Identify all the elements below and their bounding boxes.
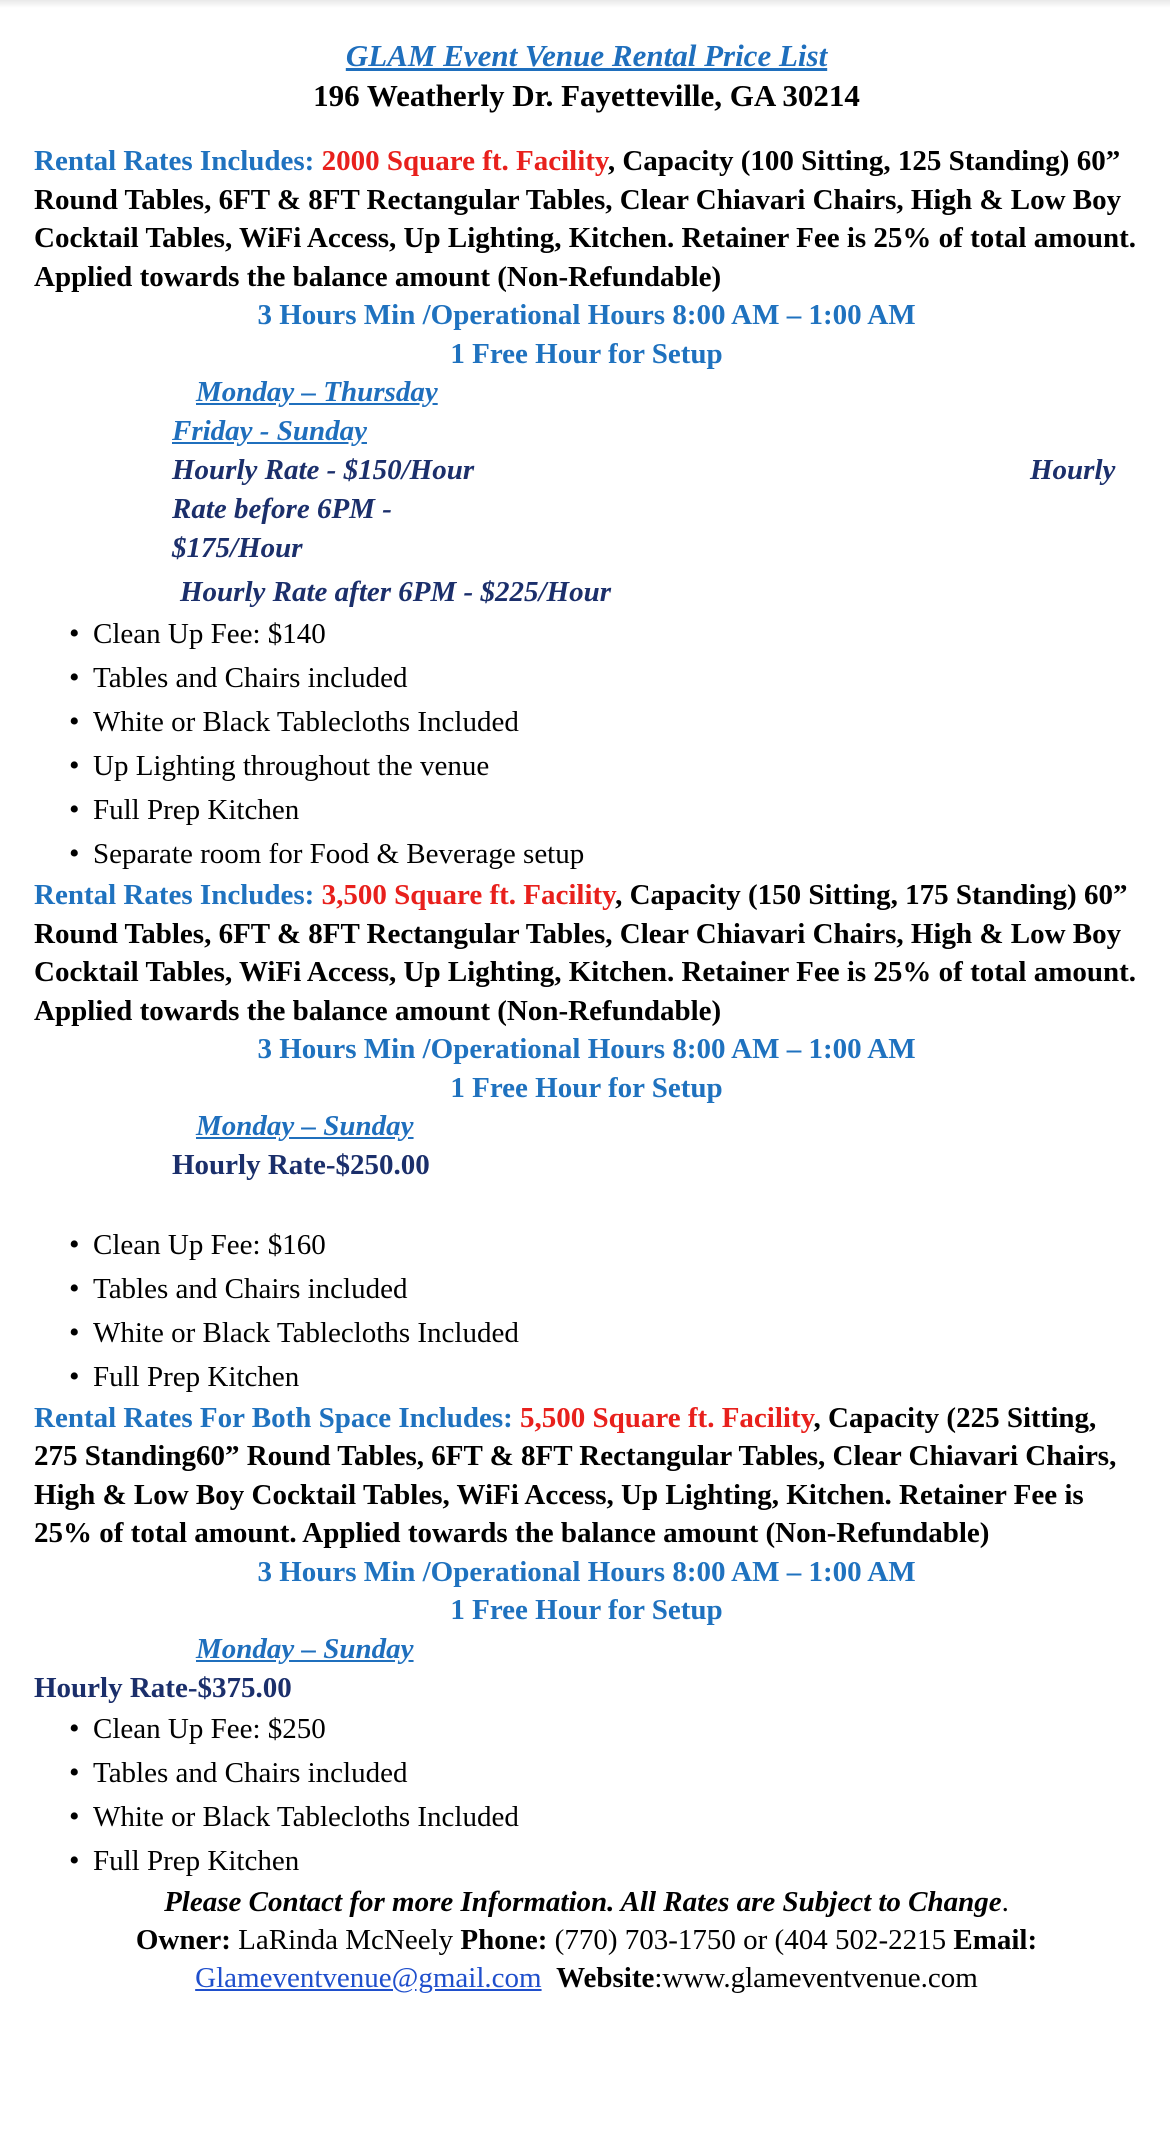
section1-lead: Rental Rates Includes: [34,145,322,177]
list-item: • Full Prep Kitchen [34,788,1139,832]
section2-days: Monday – Sunday [196,1110,414,1142]
section3-lead: Rental Rates For Both Space Includes: [34,1401,521,1434]
section2-facility-size: 3,500 Square ft. Facility [321,879,616,911]
section1-days-weekend: Friday - Sunday [172,415,367,447]
section1-description [34,142,1139,296]
phone-label: Phone: [460,1924,548,1956]
contact-details [34,1921,1139,1959]
list-item: • Full Prep Kitchen [34,1355,1139,1399]
section1-rate-after-6pm: Hourly Rate after 6PM - $225/Hour [180,576,611,608]
top-shadow [0,0,1170,8]
section3-days: Monday – Sunday [196,1632,414,1665]
section1-rate-before-6pm: Rate before 6PM - [172,493,392,525]
section2-rate: Hourly Rate-$250.00 [172,1149,430,1181]
section1-rate-weekday: Hourly Rate - $150/Hour [172,454,475,486]
section2-details: , Capacity (150 Sitting, 175 Standing) 60” Round Tables, 6FT & 8FT Rectangular Tables, Clear Chiavari Chairs, High & Low Boy Cocktail Tables, WiFi Access, Up Lighting, Kitchen. Retainer Fee is 25% of total amount. Applied towards the balance amount (Non-Refundable) [34,879,1137,1027]
contact-links [34,1959,1139,1997]
section1-rates-block [34,373,1139,573]
contact-note [34,1883,1139,1921]
phone-numbers[interactable]: (770) 703-1750 or (404 502-2215 [547,1924,954,1956]
website-link[interactable]: :www.glameventvenue.com [654,1962,978,1994]
list-item: • Full Prep Kitchen [34,1839,1139,1883]
list-item: • Tables and Chairs included [34,1751,1139,1795]
document-title[interactable]: GLAM Event Venue Rental Price List [345,38,828,73]
section1-details: , Capacity (100 Sitting, 125 Standing) 60” Round Tables, 6FT & 8FT Rectangular Tables, Clear Chiavari Chairs, High & Low Boy Cocktail Tables, WiFi Access, Up Lighting, Kitchen. Retainer Fee is 25% of total amount. Applied towards the balance amount (Non-Refundable) [34,145,1137,293]
list-item: • White or Black Tablecloths Included [34,1311,1139,1355]
contact-note-period: . [1001,1886,1009,1918]
section1-facility-size: 2000 Square ft. Facility [321,145,608,177]
section1-operational-hours: 3 Hours Min /Operational Hours 8:00 AM – 1:00 AM [257,299,916,331]
section3-operational-hours: 3 Hours Min /Operational Hours 8:00 AM – 1:00 AM [257,1555,916,1588]
owner-label: Owner: [135,1924,231,1956]
list-item: • Tables and Chairs included [34,1267,1139,1311]
section1-rate-hourly-word: Hourly [1030,454,1116,486]
contact-note-text: Please Contact for more Information. All Rates are Subject to Change [164,1886,1002,1918]
section1-rate-before-6pm-value: $175/Hour [172,532,303,564]
price-list-document [34,36,1139,1997]
section2-operational-hours: 3 Hours Min /Operational Hours 8:00 AM – 1:00 AM [257,1033,916,1065]
list-item: • White or Black Tablecloths Included [34,1795,1139,1839]
section3-rate: Hourly Rate-$375.00 [34,1671,292,1704]
venue-address: 196 Weatherly Dr. Fayetteville, GA 30214 [313,78,860,113]
section1-setup-note: 1 Free Hour for Setup [450,337,723,370]
email-link[interactable]: Glameventvenue@gmail.com [195,1962,542,1994]
section3-description [34,1399,1139,1553]
list-item: • Up Lighting throughout the venue [34,744,1139,788]
list-item: • Clean Up Fee: $250 [34,1707,1139,1751]
section2-description [34,876,1139,1030]
section3-amenities-list [34,1707,1139,1883]
section3-facility-size: 5,500 Square ft. Facility [520,1401,814,1434]
list-item: • Tables and Chairs included [34,656,1139,700]
owner-name: LaRinda McNeely [230,1924,461,1956]
website-label: Website [556,1962,655,1994]
section3-details: , Capacity (225 Sitting, 275 Standing60” Round Tables, 6FT & 8FT Rectangular Tables, Clear Chiavari Chairs, High & Low Boy Cocktail Tables, WiFi Access, Up Lighting, Kitchen. Retainer Fee is 25% of total amount. Applied towards the balance amount (Non-Refundable) [34,1401,1117,1549]
section3-setup-note: 1 Free Hour for Setup [450,1594,723,1626]
section2-setup-note: 1 Free Hour for Setup [450,1071,723,1104]
list-item: • Clean Up Fee: $140 [34,612,1139,656]
list-item: • White or Black Tablecloths Included [34,700,1139,744]
email-label: Email: [953,1924,1038,1956]
section1-amenities-list [34,612,1139,876]
list-item: • Clean Up Fee: $160 [34,1223,1139,1267]
section2-lead: Rental Rates Includes: [34,879,322,911]
section2-amenities-list [34,1223,1139,1399]
list-item: • Separate room for Food & Beverage setup [34,832,1139,876]
section1-days-weekday: Monday – Thursday [196,376,438,408]
